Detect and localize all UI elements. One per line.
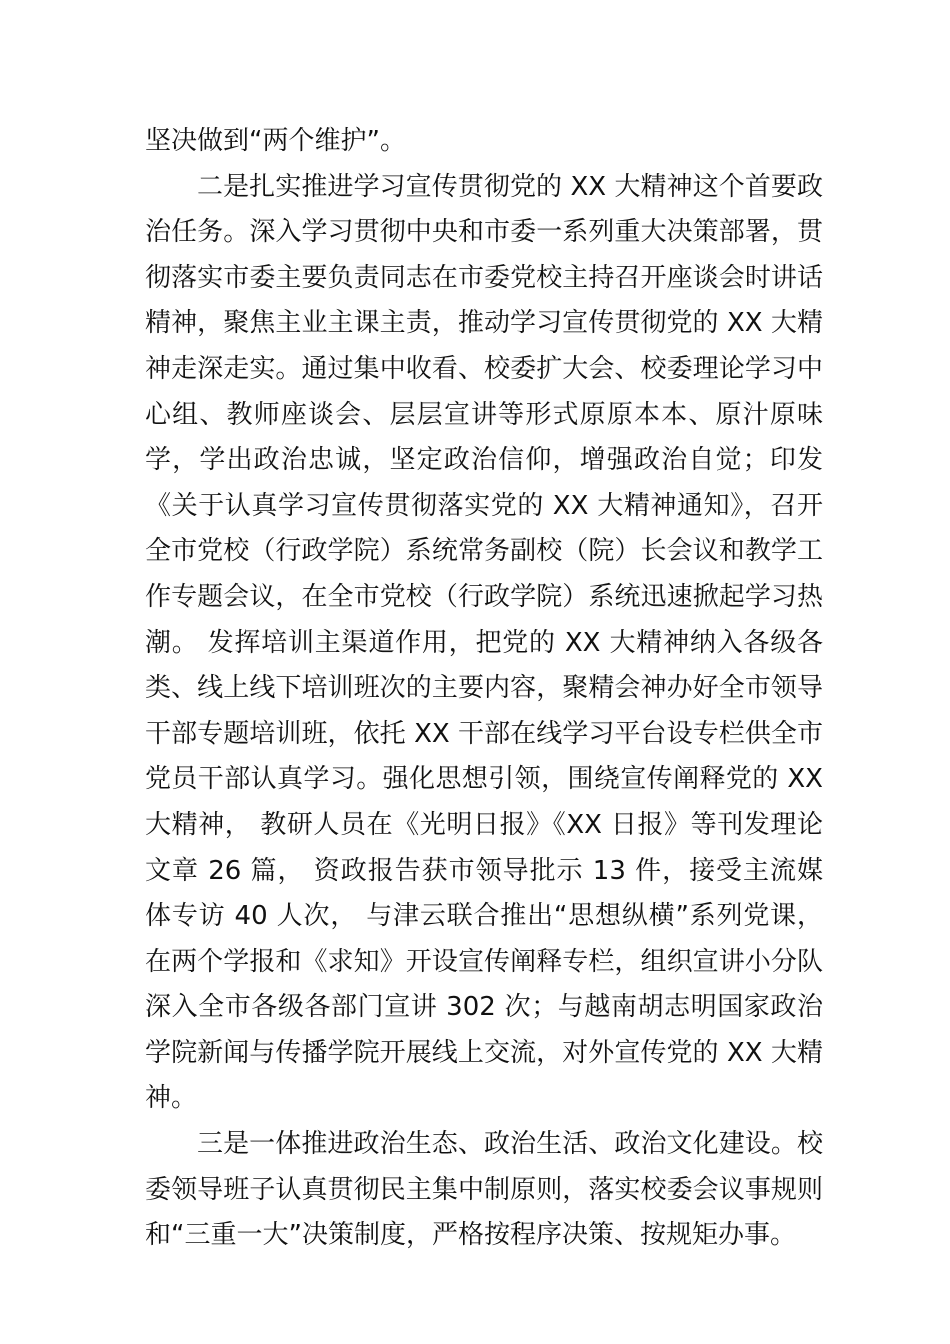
paragraph-continuation: 坚决做到“两个维护”。 bbox=[145, 126, 406, 156]
paragraph-two: 二是扎实推进学习宣传贯彻党的 XX 大精神这个首要政治任务。深入学习贯彻中央和市委一系列重大决策部署，贯彻落实市委主要负责同志在市委党校主持召开座谈会时讲话精神，聚焦主业主课主责，推动学习宣传贯彻党的 XX 大精神走深走实。通过集中收看、校委扩大会、校委理论学习中心组、教师座谈会、层层宣讲等形式原原本本、原汁原味学，学出政治忠诚，坚定政治信仰，增强政治自觉；印发《关于认真学习宣传贯彻落实党的 XX 大精神通知》，召开全市党校（行政学院）系统常务副校（院）长会议和教学工作专题会议，在全市党校（行政学院）系统迅速掀起学习热潮。 发挥培训主渠道作用，把党的 XX 大精神纳入各级各类、线上线下培训班次的主要内容，聚精会神办好全市领导干部专题培训班，依托 XX 干部在线学习平台设专栏供全市党员干部认真学习。强化思想引领，围绕宣传阐释党的 XX 大精神， 教研人员在《光明日报》《XX 日报》等刊发理论文章 26 篇， 资政报告获市领导批示 13 件，接受主流媒体专访 40 人次， 与津云联合推出“思想纵横”系列党课，在两个学报和《求知》开设宣传阐释专栏，组织宣讲小分队深入全市各级各部门宣讲 302 次；与越南胡志明国家政治学院新闻与传播学院开展线上交流，对外宣传党的 XX 大精神。 bbox=[145, 171, 823, 1114]
document-body bbox=[145, 119, 823, 1259]
paragraph-three: 三是一体推进政治生态、政治生活、政治文化建设。校委领导班子认真贯彻民主集中制原则，落实校委会议事规则和“三重一大”决策制度，严格按程序决策、按规矩办事。 bbox=[145, 1129, 823, 1251]
